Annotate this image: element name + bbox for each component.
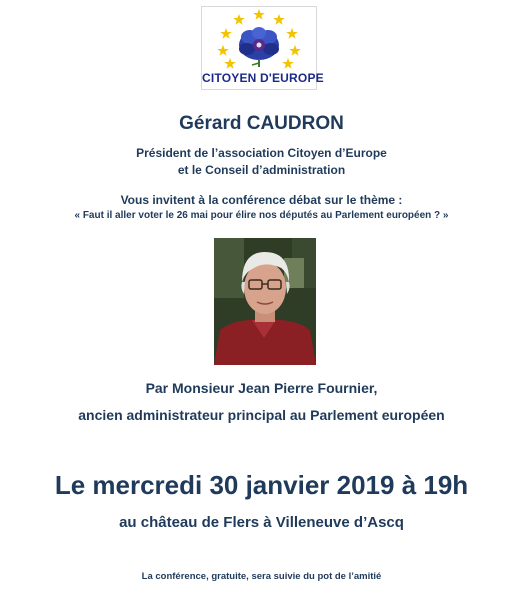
speaker-portrait (214, 238, 316, 365)
star-icon (289, 45, 301, 56)
logo-text: CITOYEN D'EUROPE (202, 71, 324, 85)
star-icon (282, 58, 294, 69)
star-icon (224, 58, 236, 69)
invitation-line: Vous invitent à la conférence débat sur le thème : (120, 193, 403, 207)
host-role-line1: Président de l’association Citoyen d’Europe (136, 146, 387, 160)
event-place: au château de Flers à Villeneuve d’Ascq (119, 514, 404, 531)
host-name: Gérard CAUDRON (179, 113, 344, 134)
speaker-photo (214, 238, 316, 365)
star-icon (220, 28, 232, 39)
host-role-line2: et le Conseil d’administration (177, 163, 346, 177)
event-date: Le mercredi 30 janvier 2019 à 19h (54, 470, 469, 500)
event-note: La conférence, gratuite, sera suivie du pot de l’amitié (141, 571, 382, 582)
citoyen-europe-logo (201, 6, 324, 90)
cornflower-icon (239, 27, 279, 67)
star-icon (233, 14, 245, 25)
star-icon (273, 14, 285, 25)
conference-theme: « Faut il aller voter le 26 mai pour élire nos députés au Parlement européen ? » (74, 210, 449, 221)
speaker-line: Par Monsieur Jean Pierre Fournier, (145, 380, 378, 396)
star-icon (286, 28, 298, 39)
star-icon (253, 9, 265, 20)
star-icon (217, 45, 229, 56)
speaker-title: ancien administrateur principal au Parlement européen (78, 407, 445, 423)
